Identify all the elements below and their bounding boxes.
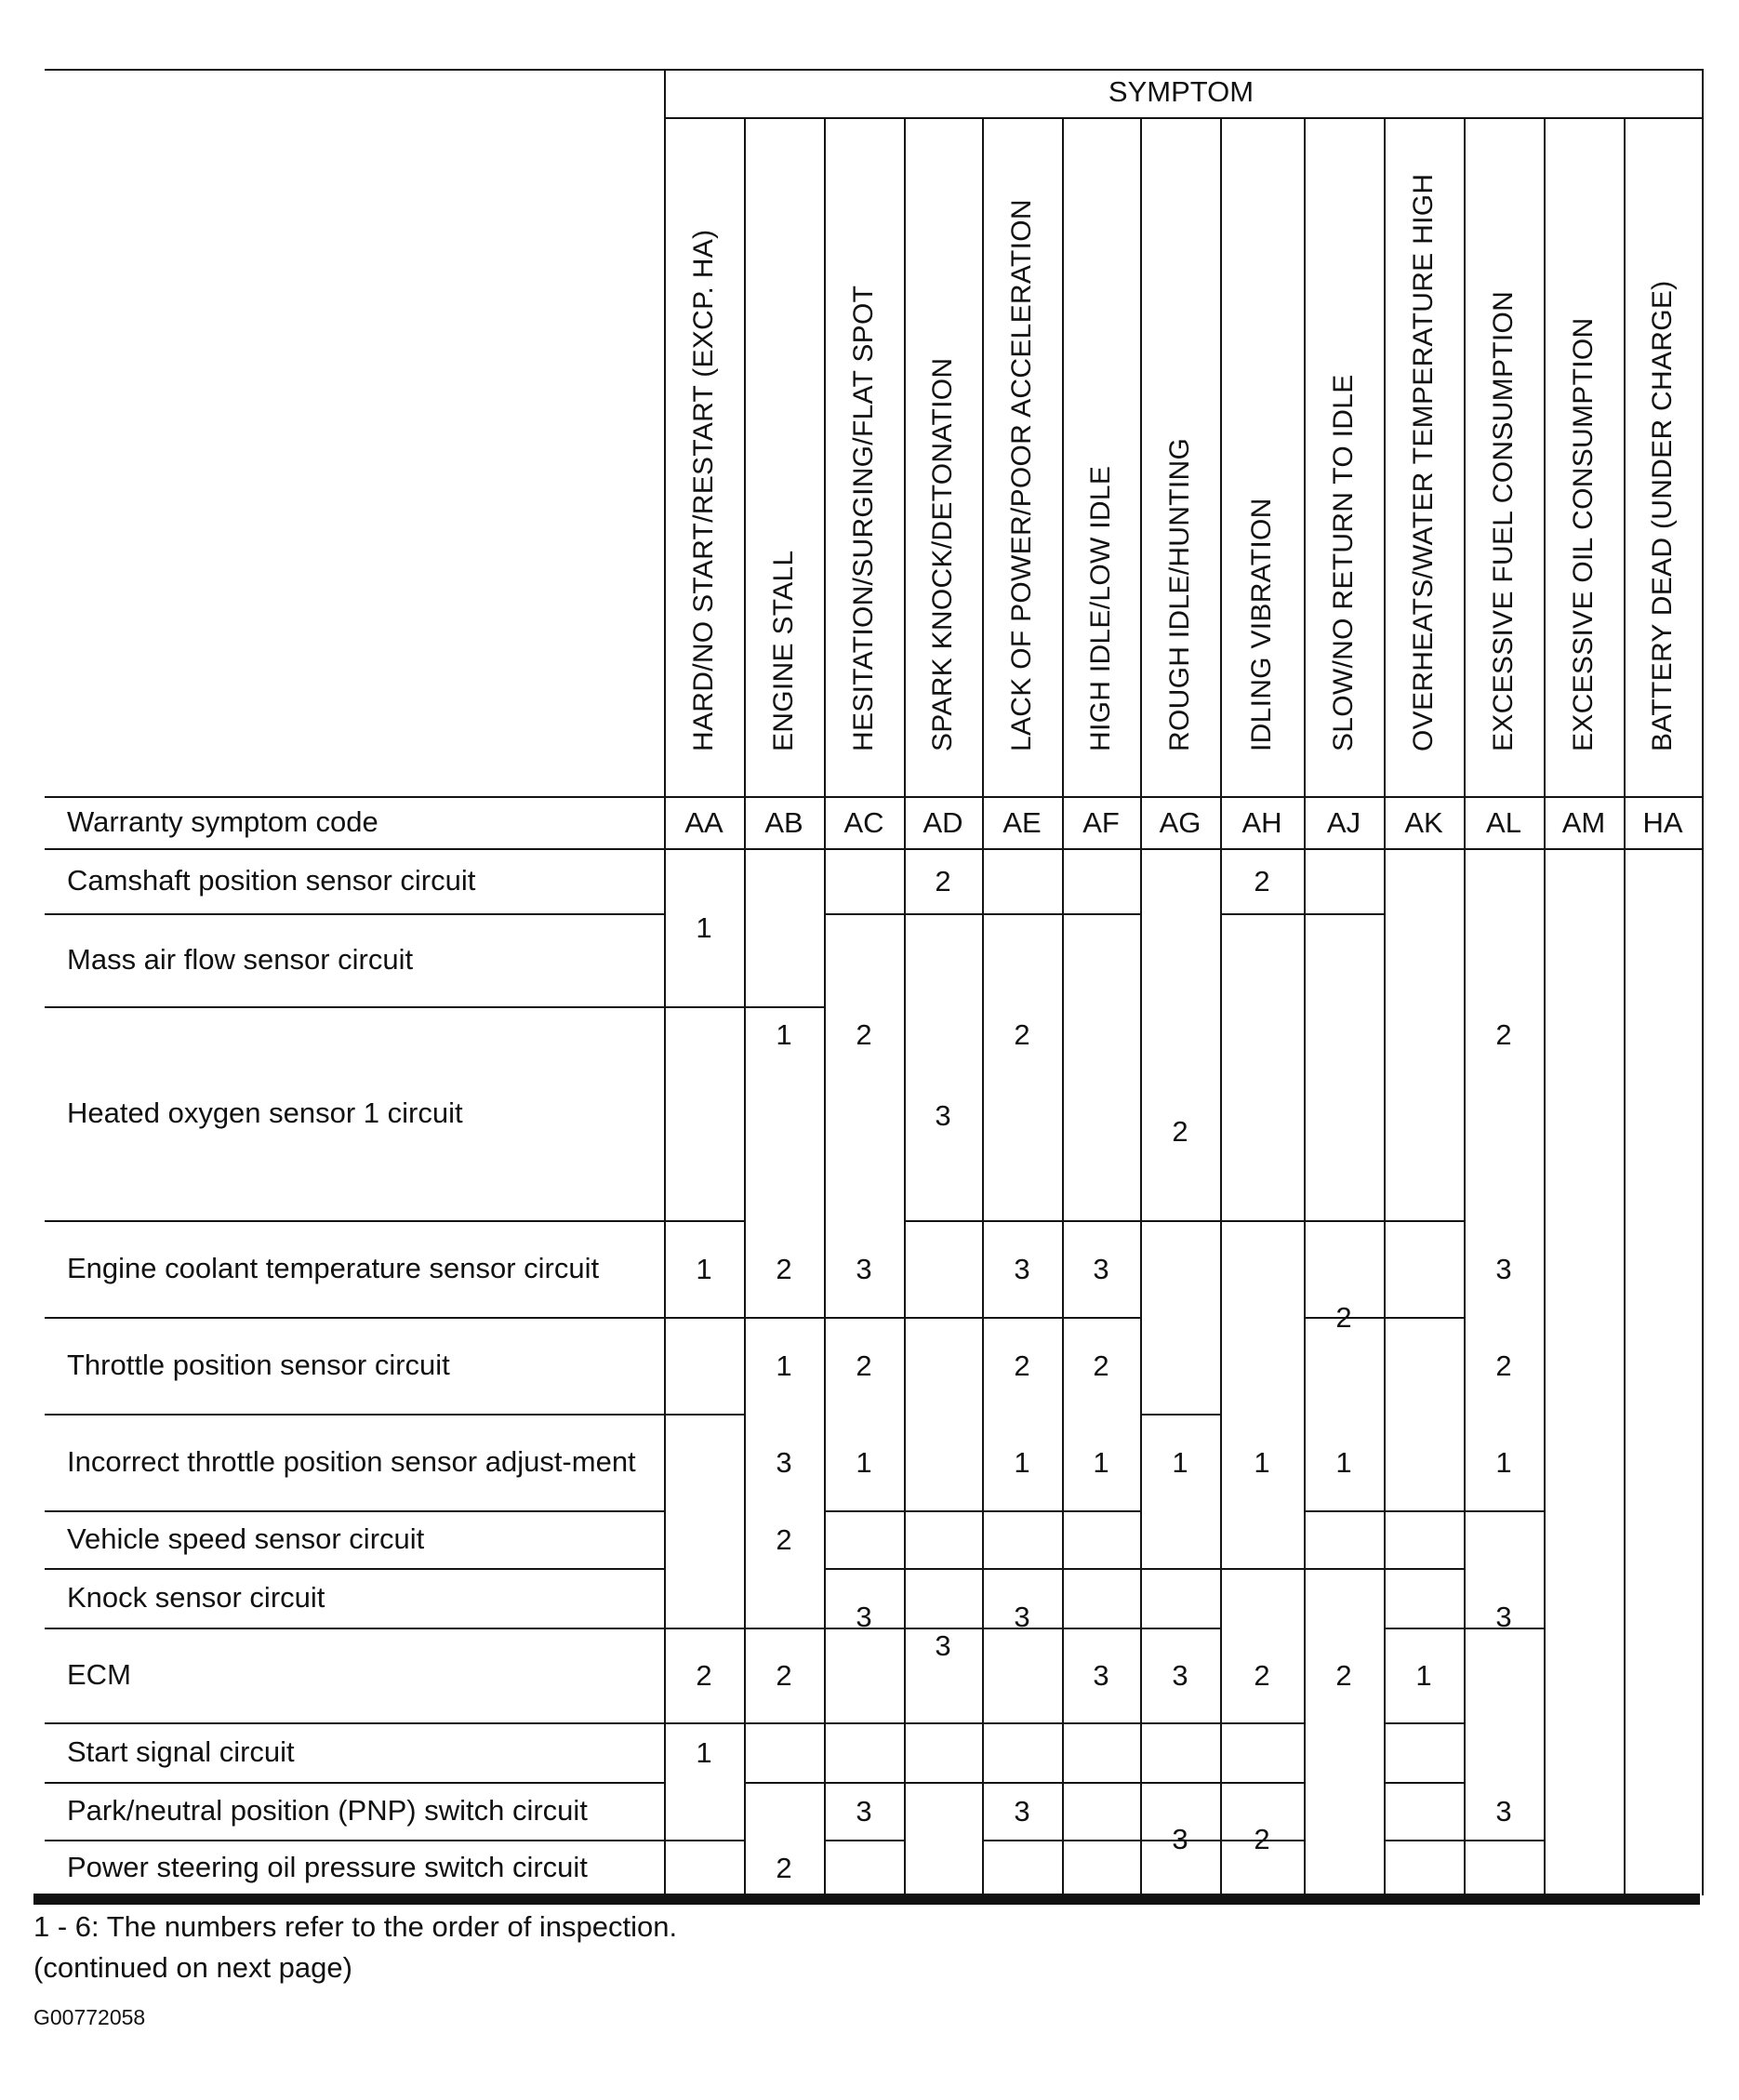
row-label: Engine coolant temperature sensor circuit — [67, 1252, 600, 1285]
cell-rule — [1220, 1568, 1304, 1570]
cell-rule — [744, 1782, 824, 1784]
cell-rule — [1384, 1220, 1464, 1222]
cell-rule — [1140, 1722, 1220, 1724]
inspection-order-cell: 2 — [776, 1252, 792, 1285]
inspection-order-cell: 3 — [1172, 1822, 1188, 1855]
inspection-order-cell: 3 — [856, 1600, 872, 1633]
inspection-order-cell: 2 — [776, 1851, 792, 1884]
symptom-label: OVERHEATS/WATER TEMPERATURE HIGH — [1408, 173, 1439, 751]
cell-rule — [1062, 913, 1140, 915]
row-label: Mass air flow sensor circuit — [67, 943, 414, 977]
inspection-order-cell: 3 — [935, 1628, 951, 1662]
inspection-order-cell: 1 — [1014, 1445, 1030, 1479]
inspection-order-cell: 2 — [696, 1658, 712, 1692]
inspection-order-cell: 1 — [856, 1445, 872, 1479]
symptom-code: AD — [923, 805, 963, 839]
inspection-order-cell: 2 — [1014, 1349, 1030, 1382]
cell-rule — [1304, 913, 1384, 915]
inspection-order-cell: 2 — [1254, 864, 1270, 897]
symptom-code: AL — [1486, 805, 1521, 839]
symptom-header-af — [1062, 132, 1140, 783]
inspection-order-cell: 2 — [856, 1017, 872, 1051]
inspection-order-cell: 3 — [1495, 1252, 1512, 1285]
footnote-continued: (continued on next page) — [33, 1951, 352, 1984]
inspection-order-cell: 3 — [856, 1794, 872, 1828]
row-label: ECM — [67, 1658, 131, 1692]
inspection-order-cell: 3 — [1093, 1252, 1109, 1285]
symptom-code: AA — [684, 805, 723, 839]
cell-rule — [664, 1414, 744, 1416]
inspection-order-cell: 3 — [1172, 1658, 1188, 1692]
symptom-header-title: SYMPTOM — [1108, 75, 1254, 108]
cell-rule — [982, 1840, 1062, 1841]
symptom-header-am — [1544, 132, 1624, 783]
cell-rule — [1062, 1840, 1140, 1841]
row-label: Park/neutral position (PNP) switch circuit — [67, 1794, 588, 1828]
symptom-label: BATTERY DEAD (UNDER CHARGE) — [1647, 280, 1678, 751]
inspection-order-cell: 2 — [935, 864, 951, 897]
row-label: Throttle position sensor circuit — [67, 1349, 450, 1382]
symptom-code: AE — [1002, 805, 1042, 839]
cell-rule — [1062, 1722, 1140, 1724]
cell-rule — [904, 1722, 982, 1724]
inspection-order-cell: 1 — [696, 910, 712, 944]
cell-rule — [824, 1840, 904, 1841]
symptom-header-ad — [904, 132, 982, 783]
symptom-label: IDLING VIBRATION — [1246, 498, 1277, 751]
symptom-header-ae — [982, 132, 1062, 783]
symptom-header-ag — [1140, 132, 1220, 783]
symptom-header-ha — [1624, 132, 1702, 783]
inspection-order-cell: 1 — [1415, 1658, 1432, 1692]
symptom-code: AJ — [1326, 805, 1361, 839]
cell-rule — [1220, 913, 1304, 915]
inspection-order-cell: 2 — [1495, 1017, 1512, 1051]
row-label: Knock sensor circuit — [67, 1581, 325, 1615]
inspection-order-cell: 1 — [1495, 1445, 1512, 1479]
symptom-header-rule — [664, 117, 1702, 119]
cell-rule — [664, 1317, 744, 1319]
inspection-order-cell: 2 — [1172, 1114, 1188, 1148]
symptom-header-aa — [664, 132, 744, 783]
cell-rule — [1304, 1568, 1384, 1570]
top-border — [45, 69, 1702, 71]
symptom-label: HESITATION/SURGING/FLAT SPOT — [848, 285, 879, 751]
inspection-order-cell: 2 — [776, 1522, 792, 1556]
symptom-label: SPARK KNOCK/DETONATION — [927, 357, 958, 751]
inspection-order-cell: 2 — [776, 1658, 792, 1692]
inspection-order-cell: 2 — [1254, 1822, 1270, 1855]
symptom-label: EXCESSIVE FUEL CONSUMPTION — [1488, 290, 1519, 751]
symptom-label: ROUGH IDLE/HUNTING — [1164, 437, 1195, 751]
document-id: G00772058 — [33, 2005, 146, 2029]
inspection-order-cell: 3 — [1014, 1600, 1030, 1633]
symptom-label: SLOW/NO RETURN TO IDLE — [1328, 374, 1359, 751]
symptom-code: AG — [1159, 805, 1201, 839]
cell-rule — [1384, 1510, 1464, 1512]
cell-rule — [1384, 1722, 1464, 1724]
row-label: Heated oxygen sensor 1 circuit — [67, 1097, 463, 1130]
cell-rule — [744, 1722, 824, 1724]
cell-rule — [664, 1840, 744, 1841]
cell-rule — [1062, 1510, 1140, 1512]
inspection-order-cell: 1 — [696, 1252, 712, 1285]
symptom-label: LACK OF POWER/POOR ACCELERATION — [1006, 199, 1037, 751]
row-label: Power steering oil pressure switch circuit — [67, 1851, 588, 1884]
inspection-order-cell: 2 — [1495, 1349, 1512, 1382]
inspection-order-cell: 3 — [1093, 1658, 1109, 1692]
inspection-order-cell: 3 — [1014, 1794, 1030, 1828]
cell-rule — [1304, 1510, 1384, 1512]
symptom-label: EXCESSIVE OIL CONSUMPTION — [1568, 317, 1599, 751]
cell-rule — [1384, 1840, 1464, 1841]
inspection-order-cell: 1 — [1335, 1445, 1352, 1479]
row-label: Incorrect throttle position sensor adjust-ment — [67, 1445, 636, 1479]
symptom-label: HIGH IDLE/LOW IDLE — [1085, 465, 1116, 751]
symptom-code: HA — [1642, 805, 1683, 839]
symptom-code: AH — [1241, 805, 1282, 839]
symptom-header-al — [1464, 132, 1544, 783]
cell-rule — [1384, 1317, 1464, 1319]
inspection-order-cell: 3 — [776, 1445, 792, 1479]
row-label: Camshaft position sensor circuit — [67, 864, 476, 897]
symptom-code: AM — [1561, 805, 1606, 839]
warranty-code-row-label: Warranty symptom code — [67, 805, 378, 839]
table-bottom-rule — [33, 1894, 1700, 1905]
symptom-label: ENGINE STALL — [768, 550, 799, 751]
inspection-order-cell: 2 — [1335, 1300, 1352, 1334]
symptom-code: AK — [1404, 805, 1443, 839]
symptom-code: AB — [764, 805, 803, 839]
inspection-order-cell: 1 — [696, 1735, 712, 1769]
inspection-order-cell: 3 — [1014, 1252, 1030, 1285]
symptom-header-ac — [824, 132, 904, 783]
cell-rule — [1140, 1568, 1220, 1570]
row-label: Start signal circuit — [67, 1735, 295, 1769]
symptom-header-aj — [1304, 132, 1384, 783]
inspection-order-cell: 1 — [776, 1349, 792, 1382]
cell-rule — [904, 1782, 982, 1784]
inspection-order-cell: 2 — [856, 1349, 872, 1382]
symptom-header-ah — [1220, 132, 1304, 783]
inspection-order-cell: 3 — [935, 1098, 951, 1132]
symptom-header-ak — [1384, 132, 1464, 783]
cell-rule — [1384, 1568, 1464, 1570]
row-label: Vehicle speed sensor circuit — [67, 1522, 425, 1556]
inspection-order-cell: 2 — [1254, 1658, 1270, 1692]
cell-rule — [1220, 1722, 1304, 1724]
symptom-code: AF — [1082, 805, 1120, 839]
inspection-order-cell: 2 — [1093, 1349, 1109, 1382]
cell-rule — [904, 1510, 982, 1512]
cell-rule — [664, 1006, 744, 1008]
symptom-header-ab — [744, 132, 824, 783]
cell-rule — [982, 1722, 1062, 1724]
inspection-order-cell: 1 — [1093, 1445, 1109, 1479]
cell-rule — [1384, 1782, 1464, 1784]
cell-rule — [1464, 1840, 1544, 1841]
inspection-order-cell: 1 — [776, 1017, 792, 1051]
inspection-order-cell: 2 — [1014, 1017, 1030, 1051]
cell-rule — [1220, 1220, 1304, 1222]
inspection-order-cell: 1 — [1172, 1445, 1188, 1479]
cell-rule — [824, 1722, 904, 1724]
symptom-code: AC — [843, 805, 884, 839]
footnote-order: 1 - 6: The numbers refer to the order of inspection. — [33, 1910, 678, 1943]
inspection-order-cell: 3 — [856, 1252, 872, 1285]
symptom-label: HARD/NO START/RESTART (EXCP. HA) — [688, 229, 719, 751]
inspection-order-cell: 3 — [1495, 1794, 1512, 1828]
cell-rule — [1062, 1782, 1140, 1784]
inspection-order-cell: 1 — [1254, 1445, 1270, 1479]
cell-rule — [1062, 1568, 1140, 1570]
cell-rule — [904, 1317, 982, 1319]
inspection-order-cell: 2 — [1335, 1658, 1352, 1692]
right-border — [1702, 69, 1704, 1895]
inspection-order-cell: 3 — [1495, 1600, 1512, 1633]
